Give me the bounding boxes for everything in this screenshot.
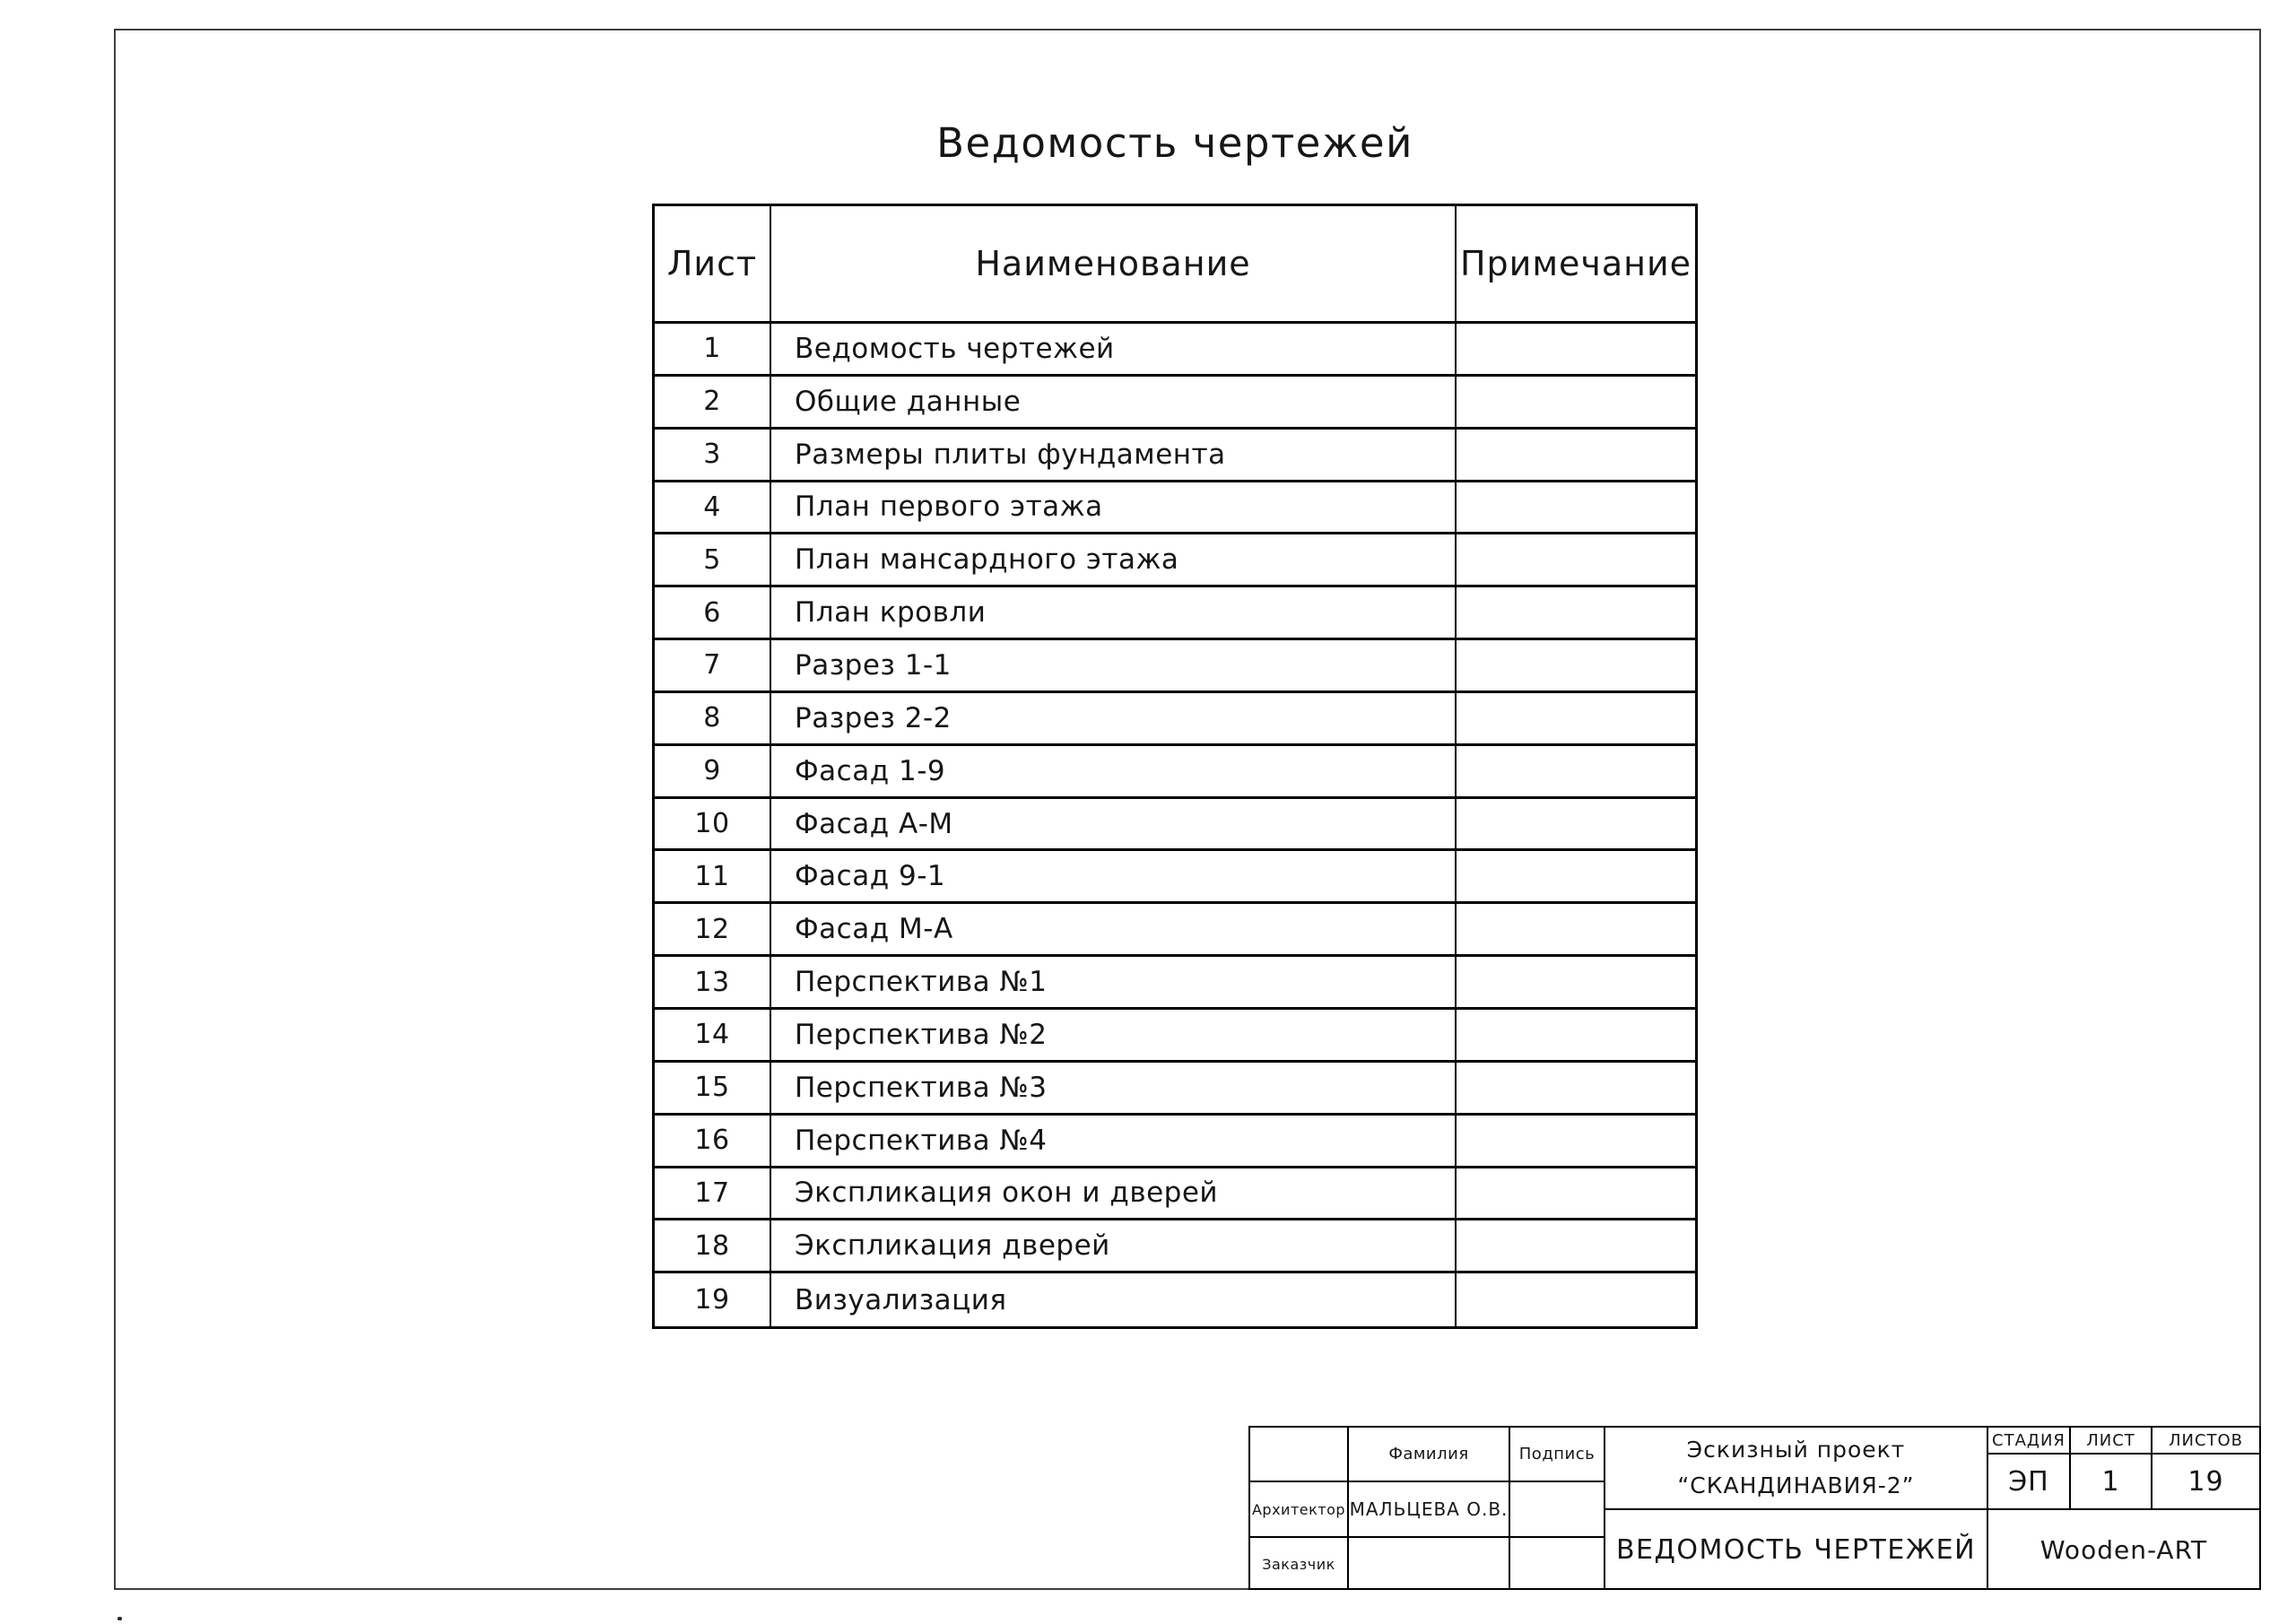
page-title: Ведомость чертежей — [936, 119, 1413, 167]
architect-name: МАЛЬЦЕВА О.В. — [1349, 1482, 1510, 1538]
sheet-value: 1 — [2071, 1455, 2152, 1510]
table-row — [655, 693, 1695, 746]
architect-signature-cell — [1510, 1482, 1605, 1538]
cell-sheet-number: 5 — [655, 534, 771, 585]
table-row — [655, 799, 1695, 852]
sheets-value: 19 — [2152, 1455, 2259, 1510]
cell-sheet-number: 15 — [655, 1063, 771, 1113]
table-row — [655, 482, 1695, 535]
table-row — [655, 746, 1695, 799]
titleblock-empty-cell — [1250, 1428, 1349, 1482]
table-body — [655, 324, 1695, 1326]
cell-drawing-name: Визуализация — [771, 1273, 1457, 1326]
cell-note — [1457, 1116, 1695, 1166]
project-name-line1: Эскизный проект — [1686, 1437, 1906, 1463]
column-header-name: Наименование — [771, 206, 1457, 321]
client-name-cell — [1349, 1538, 1510, 1590]
cell-sheet-number: 7 — [655, 640, 771, 690]
cell-sheet-number: 2 — [655, 377, 771, 427]
stage-value: ЭП — [1988, 1455, 2071, 1510]
cell-sheet-number: 18 — [655, 1220, 771, 1271]
cell-note — [1457, 1220, 1695, 1271]
table-row — [655, 851, 1695, 904]
surname-header: Фамилия — [1349, 1428, 1510, 1482]
cell-note — [1457, 1063, 1695, 1113]
cell-note — [1457, 1010, 1695, 1060]
cell-sheet-number: 3 — [655, 430, 771, 480]
cell-note — [1457, 851, 1695, 901]
cell-sheet-number: 8 — [655, 693, 771, 743]
cell-drawing-name: Фасад М-А — [771, 904, 1457, 954]
table-row — [655, 1168, 1695, 1221]
cell-note — [1457, 587, 1695, 638]
cell-sheet-number: 10 — [655, 799, 771, 849]
table-row — [655, 430, 1695, 482]
cell-sheet-number: 17 — [655, 1168, 771, 1219]
table-row — [655, 1220, 1695, 1273]
client-signature-cell — [1510, 1538, 1605, 1590]
table-row — [655, 587, 1695, 640]
cell-drawing-name: Экспликация окон и дверей — [771, 1168, 1457, 1219]
cell-drawing-name: Перспектива №3 — [771, 1063, 1457, 1113]
cell-drawing-name: Экспликация дверей — [771, 1220, 1457, 1271]
sheets-header: ЛИСТОВ — [2152, 1428, 2259, 1455]
cell-drawing-name: Перспектива №1 — [771, 957, 1457, 1007]
client-label: Заказчик — [1250, 1538, 1349, 1590]
cell-drawing-name: План кровли — [771, 587, 1457, 638]
cell-drawing-name: План мансардного этажа — [771, 534, 1457, 585]
cell-note — [1457, 1168, 1695, 1219]
cell-drawing-name: Фасад А-М — [771, 799, 1457, 849]
cell-note — [1457, 640, 1695, 690]
stage-header: СТАДИЯ — [1988, 1428, 2071, 1455]
cell-note — [1457, 904, 1695, 954]
title-block — [1248, 1426, 2261, 1590]
cell-note — [1457, 482, 1695, 533]
project-name-line2: “СКАНДИНАВИЯ-2” — [1677, 1472, 1915, 1498]
cell-drawing-name: Размеры плиты фундамента — [771, 430, 1457, 480]
cell-drawing-name: Фасад 1-9 — [771, 746, 1457, 796]
cell-drawing-name: Перспектива №4 — [771, 1116, 1457, 1166]
cell-drawing-name: Разрез 2-2 — [771, 693, 1457, 743]
stray-dot — [117, 1617, 122, 1620]
cell-drawing-name: Фасад 9-1 — [771, 851, 1457, 901]
cell-note — [1457, 534, 1695, 585]
cell-note — [1457, 746, 1695, 796]
table-row — [655, 1063, 1695, 1116]
table-row — [655, 1116, 1695, 1168]
cell-note — [1457, 693, 1695, 743]
table-row — [655, 324, 1695, 377]
table-header-row — [655, 206, 1695, 324]
document-name-cell: ВЕДОМОСТЬ ЧЕРТЕЖЕЙ — [1605, 1510, 1988, 1590]
cell-drawing-name: План первого этажа — [771, 482, 1457, 533]
table-row — [655, 1273, 1695, 1326]
cell-sheet-number: 1 — [655, 324, 771, 374]
cell-sheet-number: 4 — [655, 482, 771, 533]
table-row — [655, 377, 1695, 430]
column-header-sheet: Лист — [655, 206, 771, 321]
cell-note — [1457, 430, 1695, 480]
cell-note — [1457, 324, 1695, 374]
cell-sheet-number: 16 — [655, 1116, 771, 1166]
cell-note — [1457, 957, 1695, 1007]
cell-drawing-name: Разрез 1-1 — [771, 640, 1457, 690]
project-name-cell — [1605, 1428, 1988, 1510]
table-row — [655, 640, 1695, 693]
cell-note — [1457, 1273, 1695, 1326]
signature-header: Подпись — [1510, 1428, 1605, 1482]
table-row — [655, 534, 1695, 587]
drawing-list-table — [652, 204, 1698, 1329]
cell-sheet-number: 12 — [655, 904, 771, 954]
cell-note — [1457, 377, 1695, 427]
table-row — [655, 957, 1695, 1010]
cell-drawing-name: Перспектива №2 — [771, 1010, 1457, 1060]
table-row — [655, 904, 1695, 957]
cell-sheet-number: 6 — [655, 587, 771, 638]
cell-sheet-number: 9 — [655, 746, 771, 796]
cell-sheet-number: 13 — [655, 957, 771, 1007]
cell-drawing-name: Ведомость чертежей — [771, 324, 1457, 374]
architect-label: Архитектор — [1250, 1482, 1349, 1538]
cell-sheet-number: 19 — [655, 1273, 771, 1326]
cell-sheet-number: 11 — [655, 851, 771, 901]
column-header-note: Примечание — [1459, 244, 1692, 283]
table-row — [655, 1010, 1695, 1063]
cell-note — [1457, 799, 1695, 849]
cell-sheet-number: 14 — [655, 1010, 771, 1060]
cell-drawing-name: Общие данные — [771, 377, 1457, 427]
company-name-cell: Wooden-ART — [2039, 1535, 2208, 1565]
sheet-header: ЛИСТ — [2071, 1428, 2152, 1455]
